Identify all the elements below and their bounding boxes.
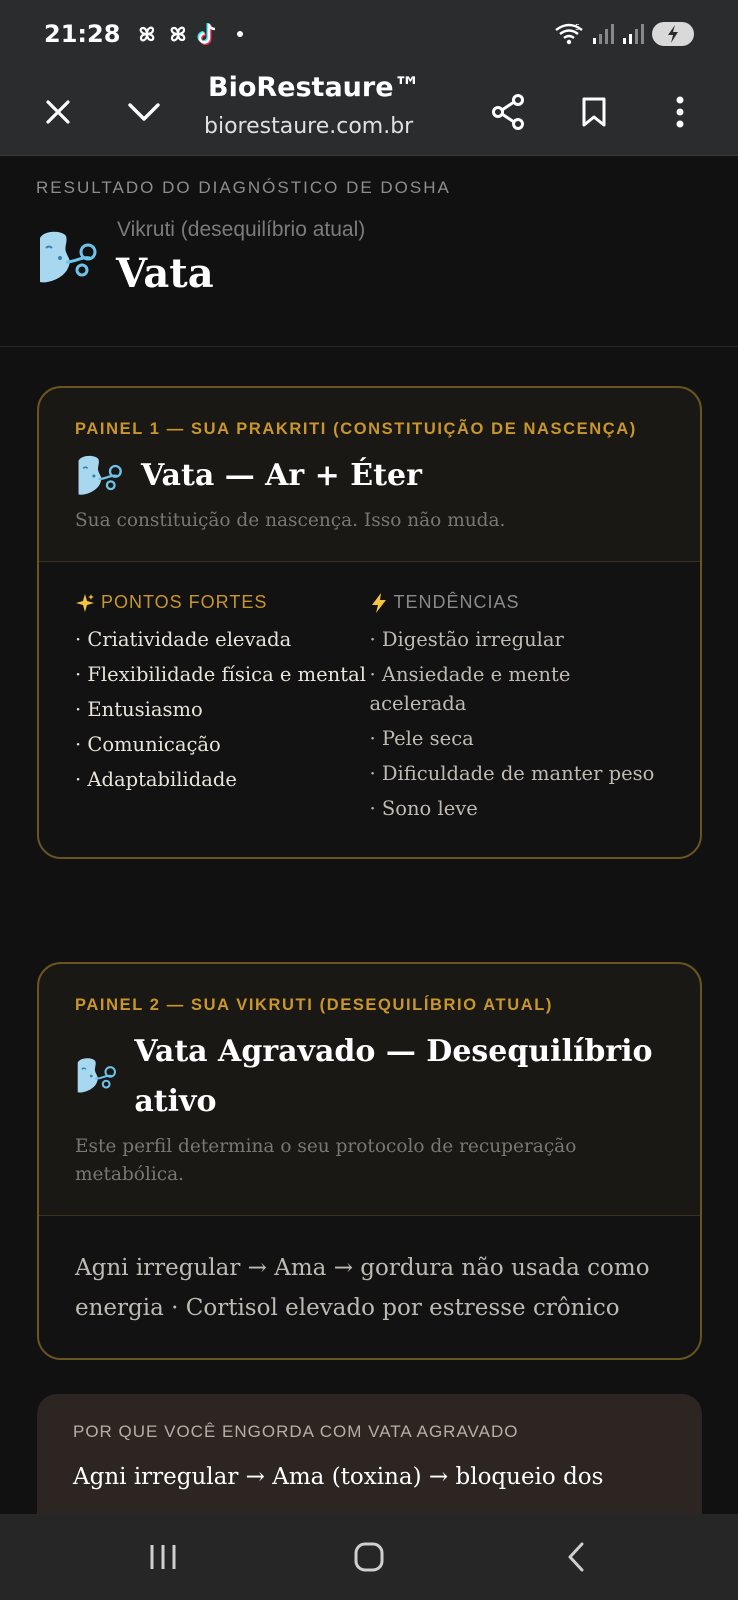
prakriti-panel [37,386,702,859]
signal-icon [622,23,644,45]
recents-button[interactable] [133,1532,193,1582]
panel-eyebrow: PAINEL 1 — SUA PRAKRITI (CONSTITUIÇÃO DE NASCENÇA) [75,420,637,438]
panel-description: Este perfil determina o seu protocolo de recuperação metabólica. [75,1136,577,1185]
wifi-icon [554,22,584,46]
page-title: BioRestaure™ [208,72,421,103]
vikruti-panel [37,962,702,1360]
lightning-icon [370,593,388,613]
more-notifications-dot [237,31,243,37]
close-icon [44,98,72,126]
hero-subtitle: Vikruti (desequilíbrio atual) [117,218,366,241]
strengths-column [75,592,370,829]
bookmark-button[interactable] [568,86,620,138]
panel-title: Vata — Ar + Éter [141,458,422,493]
system-icons [554,22,694,46]
bookmark-icon [581,96,607,128]
panel-body [39,1215,700,1358]
list-item: · Flexibilidade física e mental [75,663,366,686]
status-time: 21:28 [44,20,121,48]
minimize-button[interactable] [118,86,170,138]
weight-gain-card [37,1394,702,1514]
list-item: · Criatividade elevada [75,628,292,651]
panel-header [39,388,700,561]
tendencies-heading-label: TENDÊNCIAS [393,592,520,612]
back-icon [566,1541,586,1573]
panel-title-row [75,1027,664,1127]
list-item: · Ansiedade e mente acelerada [369,663,571,715]
card-text: Agni irregular → Ama (toxina) → bloqueio dos [73,1464,604,1490]
panel-description: Sua constituição de nascença. Isso não muda. [75,510,506,531]
battery-charging-icon [652,22,694,46]
list-item: · Entusiasmo [75,698,203,721]
list-item: · Sono leve [369,797,478,820]
tendencies-column [370,592,665,829]
panel-body [39,561,700,857]
wind-face-icon [36,228,100,288]
list-item: · Dificuldade de manter peso [369,762,655,785]
back-button[interactable] [546,1532,606,1582]
more-vert-icon [675,96,685,128]
wind-face-icon [75,453,125,499]
panel-title-row [75,451,664,501]
strengths-heading [75,592,370,613]
signal-icon [592,23,614,45]
notification-icons [134,21,243,47]
list-item: · Adaptabilidade [75,768,237,791]
imbalance-flow-text: Agni irregular → Ama → gordura não usada como energia · Cortisol elevado por estresse crônico [75,1255,650,1321]
more-options-button[interactable] [654,86,706,138]
chevron-down-icon [127,101,161,123]
home-icon [353,1541,385,1573]
share-button[interactable] [482,86,534,138]
list-item: · Digestão irregular [369,628,564,651]
recents-icon [148,1543,178,1571]
panel-eyebrow: PAINEL 2 — SUA VIKRUTI (DESEQUILÍBRIO ATUAL) [75,996,554,1014]
divider [0,346,738,347]
card-eyebrow: POR QUE VOCÊ ENGORDA COM VATA AGRAVADO [73,1422,519,1441]
strengths-heading-label: PONTOS FORTES [101,592,268,612]
tendencies-heading [370,592,665,613]
panel-title: Vata Agravado — Desequilíbrio ativo [134,1034,653,1119]
pinwheel-icon [165,21,191,47]
system-nav-bar [0,1514,738,1600]
panel-header [39,964,700,1215]
share-icon [491,94,525,130]
sparkles-icon [75,593,95,613]
close-button[interactable] [32,86,84,138]
browser-toolbar [0,68,738,156]
pinwheel-icon [134,21,160,47]
network-type-label: 5 [575,23,581,32]
list-item: · Pele seca [369,727,474,750]
url-bar[interactable]: biorestaure.com.br [204,114,414,139]
traits-columns [39,562,700,857]
web-content[interactable] [0,156,738,1514]
wind-face-icon [75,1053,118,1099]
result-eyebrow: RESULTADO DO DIAGNÓSTICO DE DOSHA [36,178,451,197]
tiktok-icon [196,21,220,47]
home-button[interactable] [339,1532,399,1582]
hero-title: Vata [116,250,214,297]
list-item: · Comunicação [75,733,221,756]
status-bar [0,0,738,68]
